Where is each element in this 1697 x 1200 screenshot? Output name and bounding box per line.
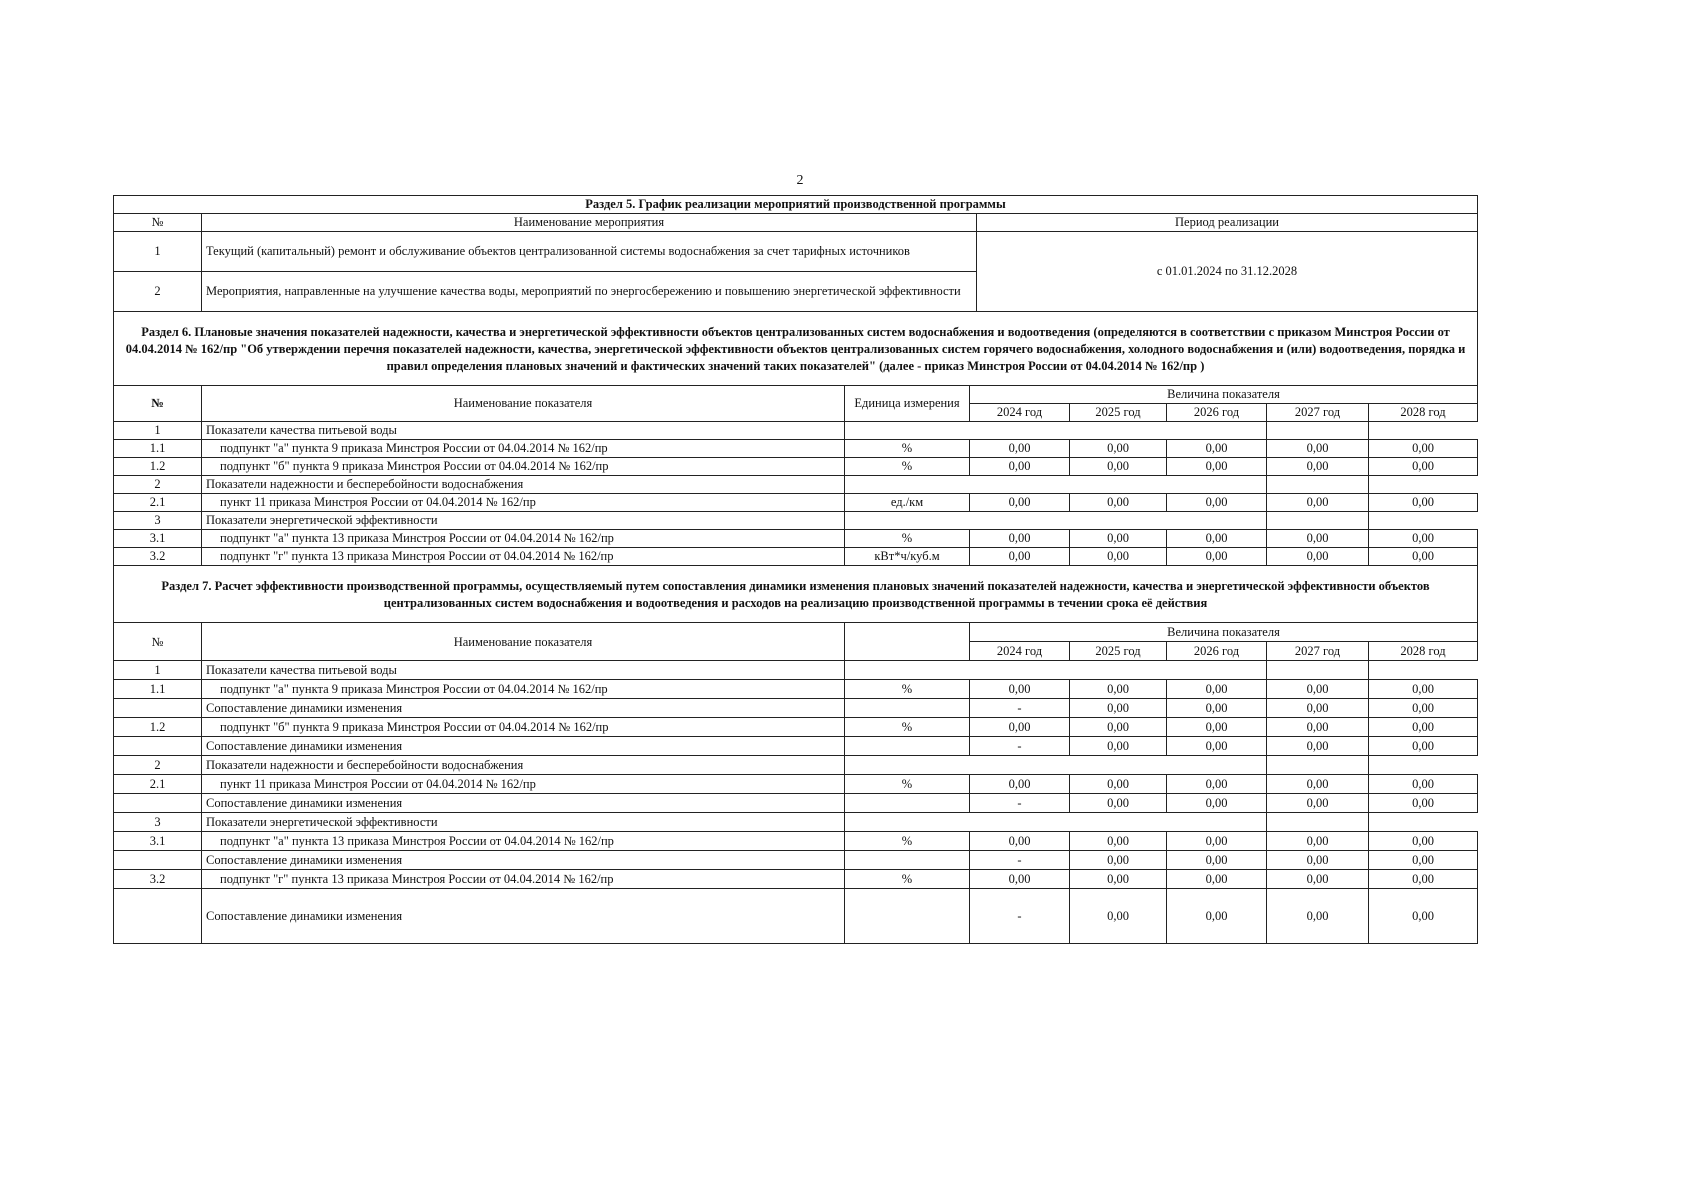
row-number: 1.2 [114,458,202,476]
group-filler [845,512,1267,530]
row-name: Сопоставление динамики изменения [202,737,845,756]
table-row [114,530,1478,548]
section6-year: 2024 год [970,404,1070,422]
table-row [114,794,1478,813]
row-unit [845,699,970,718]
table-row [114,832,1478,851]
section7-col-name: Наименование показателя [202,623,845,661]
table-row [114,889,1478,944]
section5-period: с 01.01.2024 по 31.12.2028 [977,232,1478,312]
row-unit [845,851,970,870]
group-row [114,813,1478,832]
row-value: 0,00 [1267,870,1369,889]
row-value: - [970,699,1070,718]
row-value: 0,00 [970,494,1070,512]
row-name: Показатели надежности и бесперебойности водоснабжения [202,756,845,775]
row-name: подпункт "а" пункта 9 приказа Минстроя России от 04.04.2014 № 162/пр [202,440,845,458]
table-row [114,718,1478,737]
row-value: 0,00 [1267,832,1369,851]
row-value: 0,00 [1167,440,1267,458]
section7-year: 2027 год [1267,642,1369,661]
row-name: подпункт "г" пункта 13 приказа Минстроя России от 04.04.2014 № 162/пр [202,870,845,889]
row-number: 1.1 [114,680,202,699]
group-row [114,756,1478,775]
row-name: Сопоставление динамики изменения [202,699,845,718]
row-value: 0,00 [1167,775,1267,794]
group-row [114,512,1478,530]
row-number [114,851,202,870]
row-value: 0,00 [1070,680,1167,699]
section5-title: Раздел 5. График реализации мероприятий производственной программы [114,196,1478,214]
section5-col-name: Наименование мероприятия [202,214,977,232]
row-value: - [970,889,1070,944]
row-unit: % [845,530,970,548]
row-value: 0,00 [1369,737,1478,756]
row-unit: % [845,680,970,699]
group-filler [845,476,1267,494]
row-unit: % [845,458,970,476]
row-unit: % [845,832,970,851]
row-unit [845,889,970,944]
row-value: 0,00 [1167,851,1267,870]
table-row [114,440,1478,458]
row-number [114,699,202,718]
row-value: 0,00 [1070,737,1167,756]
section7-year: 2024 год [970,642,1070,661]
row-number: 3.1 [114,530,202,548]
row-value: 0,00 [1369,870,1478,889]
table-row [114,775,1478,794]
row-value: 0,00 [1267,737,1369,756]
row-number: 2.1 [114,494,202,512]
row-value: 0,00 [1267,889,1369,944]
row-value: 0,00 [1167,548,1267,566]
row-number: 3.1 [114,832,202,851]
row-value: - [970,737,1070,756]
group-filler [845,422,1267,440]
row-name: подпункт "а" пункта 9 приказа Минстроя России от 04.04.2014 № 162/пр [202,680,845,699]
row-value: 0,00 [1267,775,1369,794]
row-unit: % [845,718,970,737]
row-value: - [970,794,1070,813]
row-name: пункт 11 приказа Минстроя России от 04.04.2014 № 162/пр [202,775,845,794]
section5-col-no: № [114,214,202,232]
row-value: 0,00 [1369,440,1478,458]
table-row [114,680,1478,699]
row-value: 0,00 [1369,458,1478,476]
row-name: Показатели надежности и бесперебойности водоснабжения [202,476,845,494]
row-value: 0,00 [1267,794,1369,813]
row-number: 3.2 [114,548,202,566]
group-filler [1267,661,1369,680]
row-name: Сопоставление динамики изменения [202,851,845,870]
row-value: 0,00 [1070,851,1167,870]
row-value: 0,00 [1267,494,1369,512]
row-value: 0,00 [1369,889,1478,944]
row-value: 0,00 [1267,851,1369,870]
section7-year: 2028 год [1369,642,1478,661]
row-value: 0,00 [1369,794,1478,813]
row-value: 0,00 [1167,530,1267,548]
row-number: 3.2 [114,870,202,889]
row-value: 0,00 [1167,832,1267,851]
row-value: 0,00 [1167,794,1267,813]
row-value: 0,00 [1369,680,1478,699]
section5-table [113,195,1478,312]
row-value: 0,00 [1167,680,1267,699]
table-row [114,737,1478,756]
row-value: 0,00 [1167,737,1267,756]
row-name: Показатели качества питьевой воды [202,661,845,680]
row-number [114,794,202,813]
section7-year: 2026 год [1167,642,1267,661]
row-name: подпункт "б" пункта 9 приказа Минстроя России от 04.04.2014 № 162/пр [202,458,845,476]
row-value: 0,00 [1167,718,1267,737]
row-value: 0,00 [1167,870,1267,889]
row-name: Показатели энергетической эффективности [202,813,845,832]
row-value: 0,00 [970,548,1070,566]
section5-row-no: 2 [114,272,202,312]
row-name: Показатели энергетической эффективности [202,512,845,530]
row-number: 3 [114,512,202,530]
row-unit [845,737,970,756]
section7-year: 2025 год [1070,642,1167,661]
row-value: 0,00 [1167,699,1267,718]
table-row [114,458,1478,476]
group-filler [1267,422,1369,440]
table-row [114,699,1478,718]
row-value: 0,00 [1070,832,1167,851]
group-filler [845,756,1267,775]
row-number: 2 [114,476,202,494]
row-value: 0,00 [1070,775,1167,794]
section5-row-no: 1 [114,232,202,272]
row-value: 0,00 [1070,889,1167,944]
row-value: 0,00 [970,870,1070,889]
row-value: 0,00 [1070,494,1167,512]
row-value: 0,00 [1369,718,1478,737]
section6-year: 2025 год [1070,404,1167,422]
row-value: 0,00 [970,680,1070,699]
row-value: 0,00 [1267,440,1369,458]
row-name: Сопоставление динамики изменения [202,889,845,944]
row-value: 0,00 [1070,699,1167,718]
section6-year: 2027 год [1267,404,1369,422]
section7-col-unit [845,623,970,661]
row-name: подпункт "а" пункта 13 приказа Минстроя России от 04.04.2014 № 162/пр [202,530,845,548]
section6-year: 2026 год [1167,404,1267,422]
section7-col-no: № [114,623,202,661]
row-number: 1.2 [114,718,202,737]
row-value: 0,00 [1267,458,1369,476]
section6-year: 2028 год [1369,404,1478,422]
row-value: 0,00 [970,775,1070,794]
row-value: 0,00 [1267,680,1369,699]
row-value: 0,00 [970,458,1070,476]
row-number: 2 [114,756,202,775]
row-value: 0,00 [970,718,1070,737]
row-value: 0,00 [1369,851,1478,870]
section6-col-value: Величина показателя [970,386,1478,404]
document-sheet [113,195,1478,944]
group-filler [1267,813,1369,832]
row-name: Сопоставление динамики изменения [202,794,845,813]
row-value: 0,00 [970,440,1070,458]
row-value: 0,00 [1167,889,1267,944]
row-unit: ед./км [845,494,970,512]
section6-title: Раздел 6. Плановые значения показателей надежности, качества и энергетической эффективности объектов централизованных систем водоснабжения и водоотведения (определяются в соответствии с приказом Минстроя России от 04.04.2014 № 162/пр "Об утверждении перечня показателей надежности, качества, энергетической эффективности объектов централизованных систем горячего водоснабжения, холодного водоснабжения и (или) водоотведения, порядка и правил определения плановых значений и фактических значений таких показателей" (далее - приказ Минстроя России от 04.04.2014 № 162/пр ) [113,312,1478,385]
row-value: 0,00 [1070,440,1167,458]
row-unit: % [845,440,970,458]
section7-col-value: Величина показателя [970,623,1478,642]
row-unit [845,794,970,813]
row-value: 0,00 [1267,718,1369,737]
row-value: 0,00 [1070,530,1167,548]
row-value: 0,00 [1369,548,1478,566]
row-value: 0,00 [1267,548,1369,566]
row-number: 1 [114,661,202,680]
row-value: 0,00 [1167,458,1267,476]
row-number [114,737,202,756]
section5-row-name: Мероприятия, направленные на улучшение качества воды, мероприятий по энергосбережению и повышению энергетической эффективности [202,272,977,312]
section6-table [113,385,1478,566]
row-value: 0,00 [1070,794,1167,813]
section5-row-name: Текущий (капитальный) ремонт и обслуживание объектов централизованной системы водоснабжения за счет тарифных источников [202,232,977,272]
group-filler [1267,512,1369,530]
row-number: 3 [114,813,202,832]
row-number [114,889,202,944]
row-value: 0,00 [1369,832,1478,851]
group-row [114,422,1478,440]
row-value: 0,00 [1369,775,1478,794]
row-value: 0,00 [1267,530,1369,548]
row-unit: % [845,775,970,794]
row-name: пункт 11 приказа Минстроя России от 04.04.2014 № 162/пр [202,494,845,512]
row-value: - [970,851,1070,870]
row-value: 0,00 [1369,530,1478,548]
row-name: подпункт "а" пункта 13 приказа Минстроя России от 04.04.2014 № 162/пр [202,832,845,851]
group-row [114,476,1478,494]
group-filler [1267,476,1369,494]
row-number: 2.1 [114,775,202,794]
group-filler [845,661,1267,680]
row-name: подпункт "г" пункта 13 приказа Минстроя России от 04.04.2014 № 162/пр [202,548,845,566]
row-value: 0,00 [1369,494,1478,512]
row-value: 0,00 [1070,870,1167,889]
page-number: 2 [796,173,804,188]
group-row [114,661,1478,680]
section7-table [113,622,1478,944]
row-number: 1 [114,422,202,440]
group-filler [845,813,1267,832]
row-unit: кВт*ч/куб.м [845,548,970,566]
row-value: 0,00 [1267,699,1369,718]
table-row [114,494,1478,512]
table-row [114,851,1478,870]
row-value: 0,00 [970,530,1070,548]
section7-title: Раздел 7. Расчет эффективности производственной программы, осуществляемый путем сопоставления динамики изменения плановых значений показателей надежности, качества и энергетической эффективности объектов централизованных систем водоснабжения и водоотведения и расходов на реализацию производственной программы в течении срока её действия [113,566,1478,622]
row-value: 0,00 [1070,548,1167,566]
row-value: 0,00 [1369,699,1478,718]
row-value: 0,00 [1070,458,1167,476]
table-row [114,870,1478,889]
row-value: 0,00 [1070,718,1167,737]
group-filler [1267,756,1369,775]
row-name: подпункт "б" пункта 9 приказа Минстроя России от 04.04.2014 № 162/пр [202,718,845,737]
row-number: 1.1 [114,440,202,458]
row-name: Показатели качества питьевой воды [202,422,845,440]
section6-col-name: Наименование показателя [202,386,845,422]
section5-col-period: Период реализации [977,214,1478,232]
row-value: 0,00 [1167,494,1267,512]
row-unit: % [845,870,970,889]
table-row [114,548,1478,566]
section6-col-unit: Единица измерения [845,386,970,422]
section6-col-no: № [114,386,202,422]
row-value: 0,00 [970,832,1070,851]
